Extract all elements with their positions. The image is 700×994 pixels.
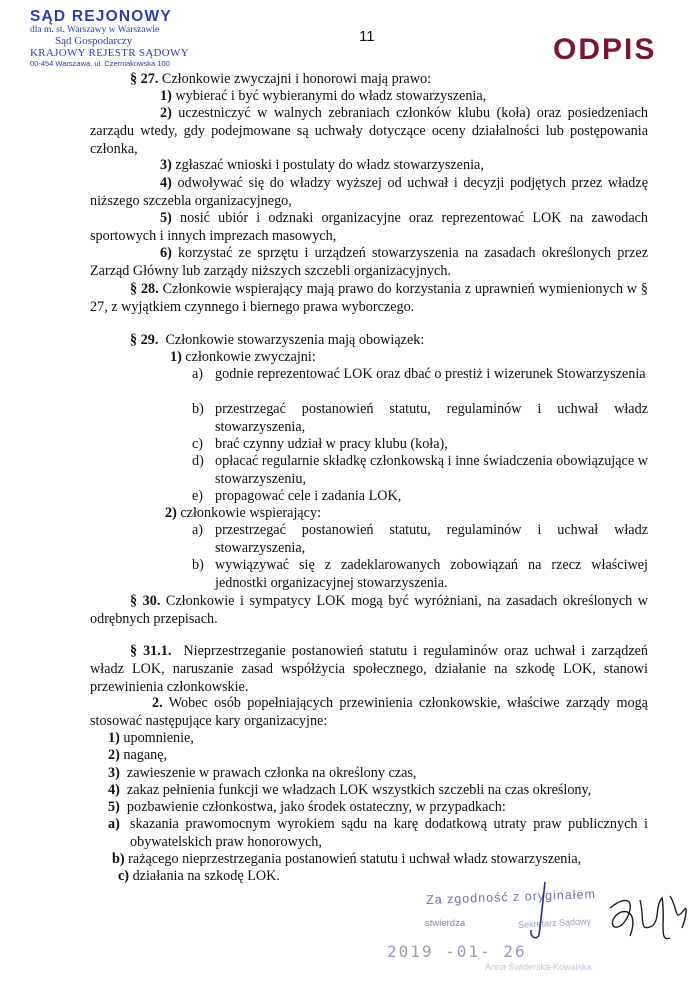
court-stamp-line1: SĄD REJONOWY [30,8,172,25]
s28-number: § 28. [130,281,159,297]
s29-g1-item-c [192,435,203,453]
s31-sub-a [108,815,120,833]
group-text: członkowie wspierający: [180,505,322,521]
s31-item-1 [108,729,194,747]
s30-paragraph [90,592,648,628]
s29-g1-item-a [192,365,203,383]
item-text: zawieszenie w prawach członka na określony czas, [126,765,417,781]
item-number: 1) [108,730,120,746]
item-text: wybierać i być wybieranymi do władz stowarzyszenia, [175,88,487,104]
item-number: 3) [160,157,172,173]
s30-text: Członkowie i sympatycy LOK mogą być wyróżniani, na zasadach określonych w odrębnych przepisach. [90,593,649,627]
item-letter: e) [192,488,204,504]
item-number: 1) [160,88,172,104]
court-stamp [30,8,230,68]
s31-p2-text: Wobec osób popełniających przewinienia członkowskie, właściwe zarządy mogą stosować następujące kary organizacyjne: [90,695,648,729]
item-letter: c) [118,868,130,884]
certification-stwierdza: stwierdza [425,918,466,929]
s31-text: Nieprzestrzeganie postanowień statutu i regulaminów oraz uchwał i zarządzeń władz LOK, naruszanie zasad współżycia społecznego, działanie na szkodę LOK, stanowi przewinienia członkowskie. [90,643,649,695]
certification-date: 2019 -01- 26 [387,942,527,961]
item-number: 6) [160,245,172,261]
item-text: pozbawienie członkostwa, jako środek ostateczny, w przypadkach: [126,799,506,815]
s28-paragraph [90,280,648,316]
s29-g1-item-d [192,452,204,470]
s29-heading [130,331,424,349]
item-text: korzystać ze sprzętu i urządzeń stowarzyszenia na zasadach określonych przez Zarząd Główny lub zarządy niższych szczebli organizacyjnych. [90,245,648,279]
item-number: 4) [108,782,120,798]
court-stamp-line3: Sąd Gospodarczy [55,35,133,47]
court-stamp-line5: 00-454 Warszawa, ul. Czerniakowska 100 [30,59,170,68]
s27-number: § 27. [130,71,159,87]
item-number: 5) [108,799,120,815]
court-stamp-line2: dla m. st. Warszawy w Warszawie [30,25,160,35]
s27-item-1 [160,87,486,105]
s29-g2-item-b-text: wywiązywać się z zadeklarowanych zobowiązań na rzecz właściwej jednostki organizacyjnej stowarzyszenia. [215,557,648,591]
s29-group-1 [170,348,316,366]
s31-sub-b [112,850,581,868]
item-letter: b) [192,557,204,573]
item-text: uczestniczyć w walnych zebraniach członków klubu (koła) oraz posiedzeniach zarządu wtedy, gdy podejmowane są uchwały dotyczące oceny działalności lub postępowania członka, [90,105,648,157]
s29-g1-item-b-text: przestrzegać postanowień statutu, regulaminów i uchwał władz stowarzyszenia, [215,401,648,435]
item-letter: b) [112,851,125,867]
s31-item-3 [108,764,416,782]
item-text: zakaz pełnienia funkcji we władzach LOK wszystkich szczebli na czas określony, [126,782,592,798]
s30-number: § 30. [130,593,161,609]
page-number: 11 [359,28,375,45]
group-number: 1) [170,349,182,365]
item-number: 5) [160,210,172,226]
s27-item-3 [160,156,484,174]
item-letter: a) [192,522,204,538]
s31-item-2 [108,746,167,764]
item-number: 2) [108,747,120,763]
item-text: naganę, [123,747,168,763]
s29-g1-item-a-text: godnie reprezentować LOK oraz dbać o prestiż i wizerunek Stowarzyszenia [215,366,646,382]
s29-group-2 [165,504,321,522]
s27-item-4 [90,174,648,210]
s29-intro: Członkowie stowarzyszenia mają obowiązek: [165,332,425,348]
s29-g2-item-a [192,521,203,539]
group-number: 2) [165,505,177,521]
item-text: działania na szkodę LOK. [132,868,280,884]
group-text: członkowie zwyczajni: [185,349,316,365]
s29-g1-item-e-text: propagować cele i zadania LOK, [215,488,402,504]
item-text: zgłaszać wnioski i postulaty do władz stowarzyszenia, [175,157,484,173]
item-text: rażącego nieprzestrzegania postanowień statutu i uchwał władz stowarzyszenia, [128,851,582,867]
signature-handwritten [600,888,695,960]
s27-heading [130,70,431,88]
s31-paragraph-2 [90,694,648,730]
s31-p2-number: 2. [152,695,163,711]
item-text: nosić ubiór i odznaki organizacyjne oraz reprezentować LOK na zawodach sportowych i innych imprezach masowych, [90,210,649,244]
item-number: 2) [160,105,172,121]
s31-item-4 [108,781,591,799]
s28-text: Członkowie wspierający mają prawo do korzystania z uprawnień wymienionych w § 27, z wyjątkiem czynnego i biernego prawa wyborczego. [90,281,649,315]
certification-secretary: Sekretarz Sądowy [517,916,592,930]
certification-name: Anna Świderska-Kowalska [485,962,592,972]
s31-item-5 [108,798,506,816]
odpis-stamp: ODPIS [553,33,657,66]
s29-number: § 29. [130,332,159,348]
s31-paragraph-1 [90,642,648,696]
s27-item-6 [90,244,648,280]
s27-intro: Członkowie zwyczajni i honorowi mają prawo: [161,71,432,87]
item-number: 3) [108,765,120,781]
s29-g1-item-e [192,487,203,505]
item-text: odwoływać się do władzy wyższej od uchwał i decyzji podjętych przez władzę niższego szczebla organizacyjnego, [90,175,648,209]
s29-g1-item-c-text: brać czynny udział w pracy klubu (koła), [215,436,448,452]
item-number: 4) [160,175,172,191]
item-letter: c) [192,436,204,452]
signature-clerk [525,880,570,940]
s29-g2-item-a-text: przestrzegać postanowień statutu, regulaminów i uchwał władz stowarzyszenia, [215,522,648,556]
s29-g2-item-b [192,556,204,574]
s29-g1-item-b [192,400,204,418]
certification-line1: Za zgodność z oryginałem [425,887,597,907]
s27-item-5 [90,209,648,245]
s27-item-2 [90,104,648,158]
s29-g1-item-d-text: opłacać regularnie składkę członkowską i inne świadczenia obowiązujące w stowarzyszeniu, [215,453,648,487]
item-letter: b) [192,401,204,417]
item-text: upomnienie, [123,730,194,746]
s31-number: § 31.1. [130,643,172,659]
item-letter: d) [192,453,204,469]
s31-sub-c [118,867,280,885]
s31-sub-a-text: skazania prawomocnym wyrokiem sądu na karę dodatkową utraty praw publicznych i obywatelskich praw honorowych, [130,816,648,850]
item-letter: a) [192,366,204,382]
item-letter: a) [108,816,120,832]
court-stamp-line4: KRAJOWY REJESTR SĄDOWY [30,47,189,59]
